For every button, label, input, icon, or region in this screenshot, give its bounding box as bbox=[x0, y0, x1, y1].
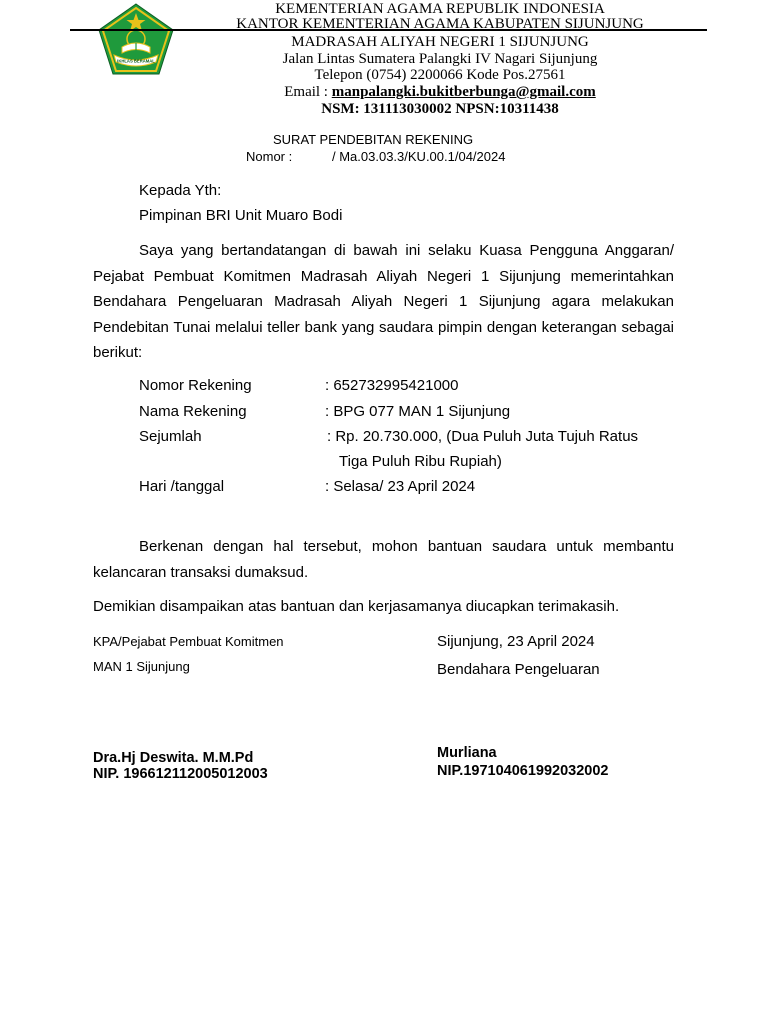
recipient-name: Pimpinan BRI Unit Muaro Bodi bbox=[139, 207, 343, 224]
signer-left-role: KPA/Pejabat Pembuat Komitmen bbox=[93, 634, 284, 649]
body-paragraph-3: Demikian disampaikan atas bantuan dan kerjasamanya diucapkan terimakasih. bbox=[93, 598, 620, 615]
letterhead-rule bbox=[70, 29, 707, 31]
email-label: Email : bbox=[284, 84, 332, 100]
letterhead-ministry: KEMENTERIAN AGAMA REPUBLIK INDONESIA bbox=[275, 1, 605, 17]
letterhead-address: Jalan Lintas Sumatera Palangki IV Nagari Sijunjung bbox=[282, 51, 598, 67]
signer-left-nip: NIP. 196612112005012003 bbox=[93, 766, 268, 782]
detail-value-amount-words: Tiga Puluh Ribu Rupiah) bbox=[339, 453, 502, 470]
detail-label-account-name: Nama Rekening bbox=[139, 403, 247, 420]
kemenag-emblem-icon bbox=[98, 3, 174, 75]
signer-left-name: Dra.Hj Deswita. M.M.Pd bbox=[93, 750, 254, 766]
detail-value-date: : Selasa/ 23 April 2024 bbox=[325, 478, 476, 495]
body-paragraph-2: Berkenan dengan hal tersebut, mohon bantuan saudara untuk membantu kelancaran transaksi dumaksud. bbox=[93, 538, 674, 581]
signer-right-role: Bendahara Pengeluaran bbox=[437, 661, 600, 678]
signer-left-org: MAN 1 Sijunjung bbox=[93, 659, 190, 674]
letter-number-label: Nomor : bbox=[246, 149, 293, 164]
detail-value-amount: : Rp. 20.730.000, (Dua Puluh Juta Tujuh Ratus bbox=[327, 428, 639, 445]
letterhead-nsm: NSM: 131113030002 NPSN:10311438 bbox=[321, 101, 559, 117]
body-paragraph-1: Saya yang bertandatangan di bawah ini selaku Kuasa Pengguna Anggaran/ Pejabat Pembuat Komitmen Madrasah Aliyah Negeri 1 Sijunjung memerintahkan Bendahara Pengeluaran Madrasah Aliyah Negeri 1 Sijunjung agara melakukan Pendebitan Tunai melalui teller bank yang saudara pimpin dengan keterangan sebagai berikut: bbox=[93, 242, 674, 361]
detail-label-date: Hari /tanggal bbox=[139, 478, 225, 495]
signer-right-nip: NIP.197104061992032002 bbox=[437, 763, 609, 779]
detail-value-account-number: : 652732995421000 bbox=[325, 377, 459, 394]
detail-value-account-name: : BPG 077 MAN 1 Sijunjung bbox=[325, 403, 511, 420]
letterhead-phone: Telepon (0754) 2200066 Kode Pos.27561 bbox=[314, 67, 566, 83]
email-link[interactable]: manpalangki.bukitberbunga@gmail.com bbox=[331, 84, 596, 100]
letterhead-school: MADRASAH ALIYAH NEGERI 1 SIJUNJUNG bbox=[291, 34, 589, 50]
letter-title: SURAT PENDEBITAN REKENING bbox=[273, 132, 474, 147]
detail-label-account-number: Nomor Rekening bbox=[139, 377, 252, 394]
signer-right-name: Murliana bbox=[437, 745, 497, 761]
recipient-greeting: Kepada Yth: bbox=[139, 182, 222, 199]
signer-right-place-date: Sijunjung, 23 April 2024 bbox=[437, 633, 595, 650]
letterhead-email-line bbox=[200, 84, 680, 101]
letterhead-office: KANTOR KEMENTERIAN AGAMA KABUPATEN SIJUNJUNG bbox=[236, 16, 644, 32]
letter-number-value: / Ma.03.03.3/KU.00.1/04/2024 bbox=[332, 149, 506, 164]
svg-text:IKHLAS BERAMAL: IKHLAS BERAMAL bbox=[117, 58, 155, 64]
detail-label-amount: Sejumlah bbox=[139, 428, 202, 445]
